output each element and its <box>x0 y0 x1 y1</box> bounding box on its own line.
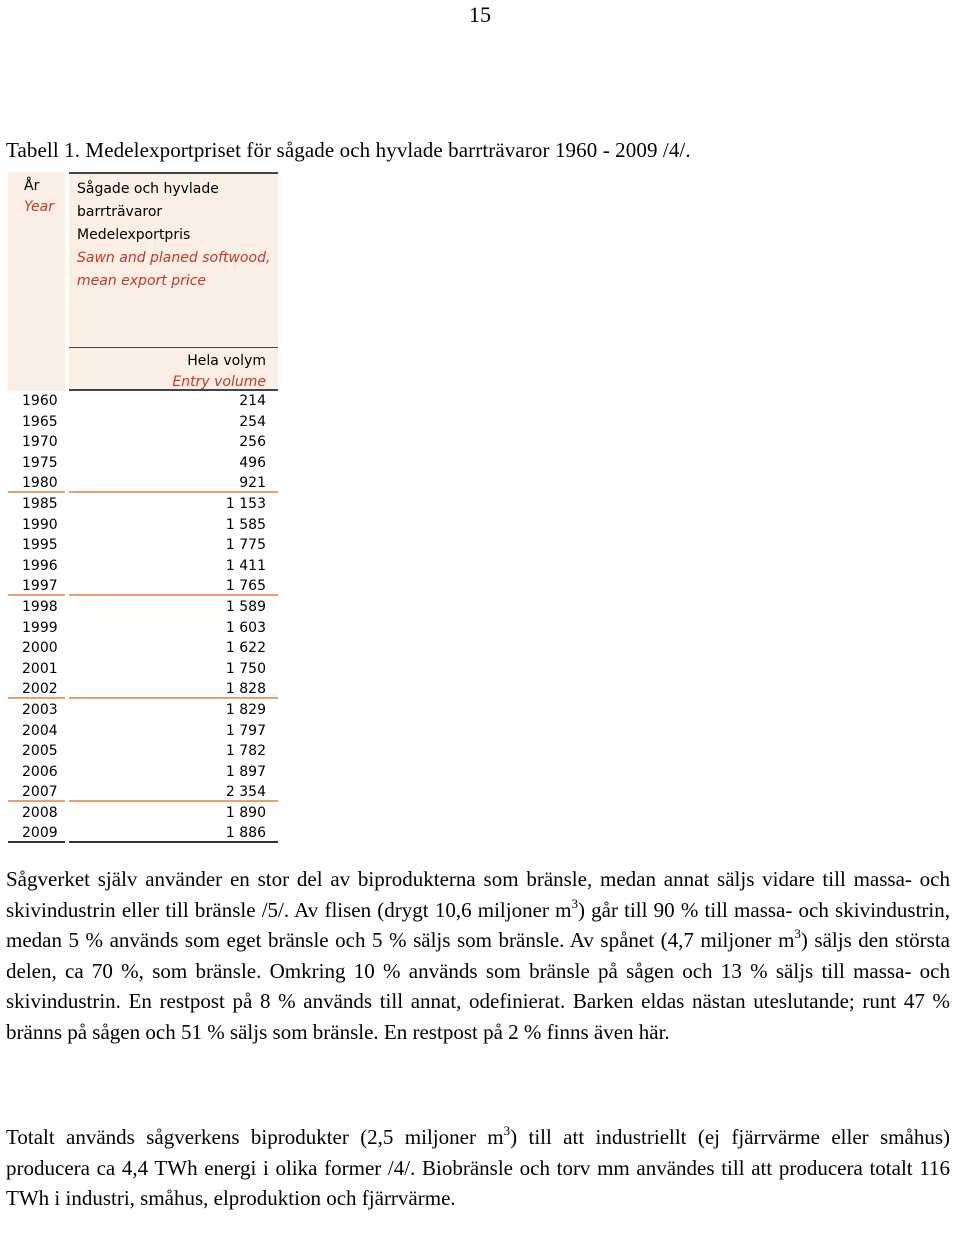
table-row <box>8 515 278 536</box>
year-cell: 2002 <box>8 681 65 699</box>
table-caption: Tabell 1. Medelexportpriset för sågade och hyvlade barrträvaror 1960 - 2009 /4/. <box>6 138 691 162</box>
year-cell: 2007 <box>8 784 65 802</box>
volume-header-sv: Hela volym <box>187 353 266 369</box>
paragraph-byproducts: Sågverket själv använder en stor del av biprodukterna som bränsle, medan annat säljs vidare till massa- och skivindustrin eller till bränsle /5/. Av flisen (drygt 10,6 miljoner $m^3$) går till 90 % till massa- och skivindustrin, medan 5 % används som eget bränsle och 5 % säljs som bränsle. Av spånet (4,7 miljoner $m^3$) säljs den största delen, ca 70 %, som bränsle. Omkring 10 % används som bränsle på sågen och 13 % säljs till massa- och skivindustrin. En restpost på 8 % används till annat, odefinierat. Barken eldas nästan uteslutande; runt 47 % bränns på sågen och 51 % säljs som bränsle. En restpost på 2 % finns även här. <box>6 867 950 1044</box>
price-header <box>69 172 278 347</box>
year-cell: 1965 <box>22 413 58 430</box>
year-header-en: Year <box>24 199 54 215</box>
price-cell: 496 <box>239 455 266 472</box>
year-cell: 1985 <box>22 496 58 513</box>
export-price-table <box>8 172 278 844</box>
year-cell: 2006 <box>22 763 58 780</box>
price-header-sv-1: Sågade och hyvlade <box>77 181 219 197</box>
year-cell: 2003 <box>22 702 58 719</box>
price-cell: 1 797 <box>225 722 266 739</box>
year-cell: 2000 <box>22 640 58 657</box>
price-header-en-1: Sawn and planed softwood, <box>77 250 271 266</box>
table-row <box>8 494 278 515</box>
price-header-sv-3: Medelexportpris <box>77 227 191 243</box>
price-cell: 1 897 <box>225 763 266 780</box>
price-cell: 921 <box>69 475 278 493</box>
price-cell: 1 782 <box>225 743 266 760</box>
page-number: 15 <box>469 2 491 27</box>
price-cell: 214 <box>239 393 266 410</box>
table-row <box>8 700 278 721</box>
price-cell: 1 765 <box>69 578 278 596</box>
price-cell: 1 411 <box>225 558 266 575</box>
year-cell: 1995 <box>22 537 58 554</box>
price-cell: 1 622 <box>225 640 266 657</box>
table-row <box>8 597 278 618</box>
table-row <box>8 412 278 433</box>
paragraph-energy: Totalt används sågverkens biprodukter (2,5 miljoner $m^3$) till att industriellt (ej fjärrvärme eller småhus) producera ca 4,4 TWh energi i olika former /4/. Biobränsle och torv mm användes till att producera totalt 116 TWh i industri, småhus, elproduktion och fjärrvärme. <box>6 1123 950 1210</box>
table-row <box>8 453 278 474</box>
table-row <box>8 473 278 494</box>
price-cell: 1 828 <box>69 681 278 699</box>
price-header-sv-2: barrträvaror <box>77 204 163 220</box>
table-row <box>8 556 278 577</box>
price-cell: 1 589 <box>225 599 266 616</box>
table-header <box>8 172 278 347</box>
price-cell: 1 603 <box>225 619 266 636</box>
year-cell: 2005 <box>22 743 58 760</box>
table-row <box>8 638 278 659</box>
table-row <box>8 823 278 844</box>
table-row <box>8 782 278 803</box>
year-cell: 1997 <box>8 578 65 596</box>
year-cell: 1990 <box>22 516 58 533</box>
year-cell: 1970 <box>22 434 58 451</box>
year-cell: 1975 <box>22 455 58 472</box>
table-row <box>8 721 278 742</box>
table-row <box>8 762 278 783</box>
year-header <box>8 172 65 347</box>
volume-header-en: Entry volume <box>172 374 266 390</box>
table-row <box>8 432 278 453</box>
price-cell: 2 354 <box>69 784 278 802</box>
year-cell: 2008 <box>22 805 58 822</box>
price-cell: 1 829 <box>225 702 266 719</box>
year-cell: 1996 <box>22 558 58 575</box>
year-cell: 2009 <box>8 825 65 843</box>
table-row <box>8 618 278 639</box>
price-header-en-2: mean export price <box>77 273 207 289</box>
price-cell: 1 750 <box>225 661 266 678</box>
table-row <box>8 741 278 762</box>
price-cell: 1 775 <box>225 537 266 554</box>
table-row <box>8 659 278 680</box>
price-cell: 254 <box>239 413 266 430</box>
table-row <box>8 535 278 556</box>
price-cell: 1 886 <box>69 825 278 843</box>
price-cell: 1 585 <box>225 516 266 533</box>
price-cell: 256 <box>239 434 266 451</box>
table-row <box>8 679 278 700</box>
price-cell: 1 890 <box>225 805 266 822</box>
table-row <box>8 803 278 824</box>
year-cell: 1998 <box>22 599 58 616</box>
price-cell: 1 153 <box>225 496 266 513</box>
year-cell: 1999 <box>22 619 58 636</box>
table-row <box>8 391 278 412</box>
year-cell: 2004 <box>22 722 58 739</box>
year-cell: 2001 <box>22 661 58 678</box>
table-row <box>8 576 278 597</box>
volume-header <box>69 347 278 391</box>
year-header-sv: År <box>24 178 40 194</box>
table-body <box>8 391 278 844</box>
year-cell: 1960 <box>22 393 58 410</box>
table-subheader <box>8 347 278 391</box>
year-cell: 1980 <box>8 475 65 493</box>
